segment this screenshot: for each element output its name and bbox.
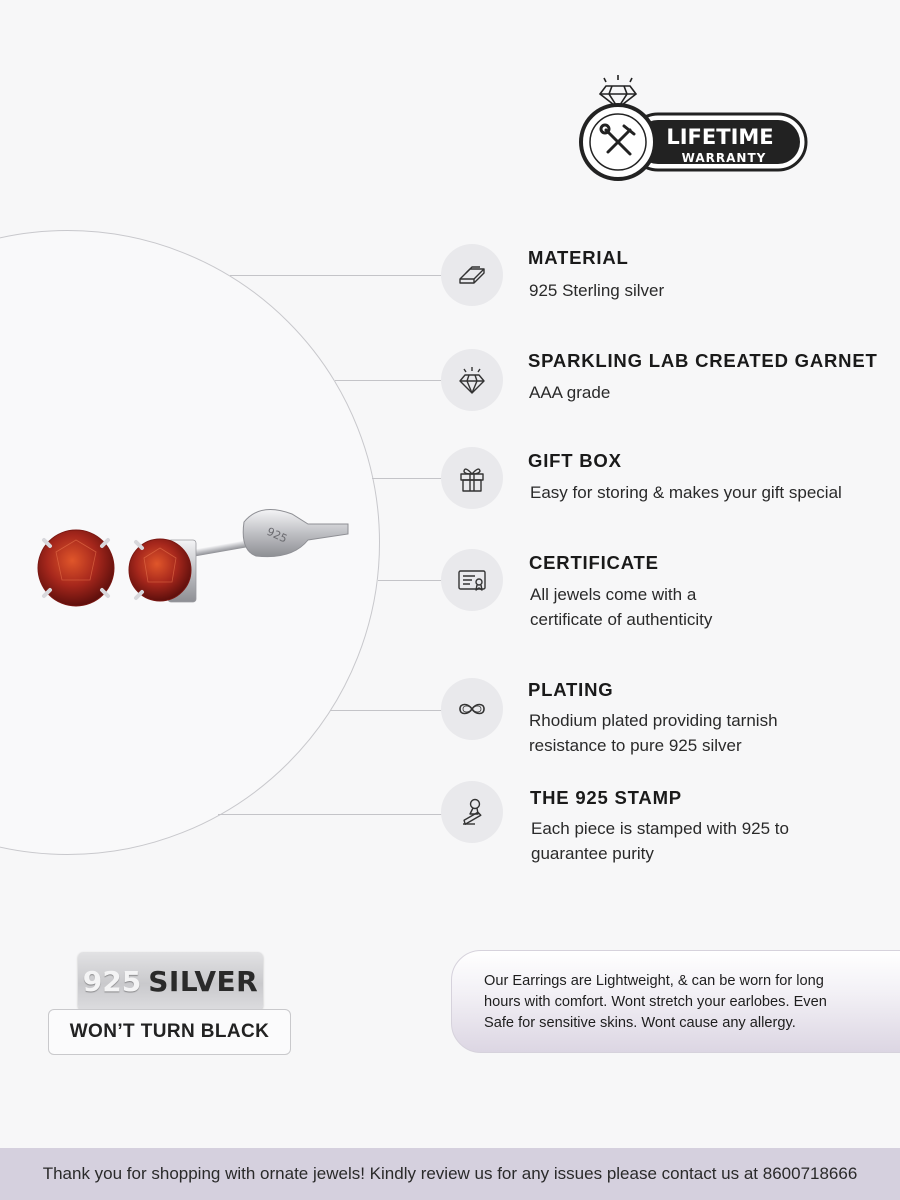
- diamond-icon: [454, 362, 490, 398]
- feature-desc-plating: Rhodium plated providing tarnish resistance to pure 925 silver: [529, 711, 778, 755]
- gift-box-icon-circle: [441, 447, 503, 509]
- plating-icon-circle: [441, 678, 503, 740]
- silver-number: 925: [82, 964, 142, 998]
- feature-title-material: MATERIAL: [528, 247, 629, 268]
- silver-925-badge: [78, 952, 263, 1010]
- footer-message: Thank you for shopping with ornate jewels! Kindly review us for any issues please contact us at 8600718666: [0, 1148, 900, 1200]
- feature-desc-garnet: AAA grade: [529, 383, 611, 402]
- silver-word: SILVER: [148, 964, 259, 998]
- connector-line: [378, 580, 442, 581]
- feature-title-certificate: CERTIFICATE: [529, 552, 659, 573]
- warranty-line2: WARRANTY: [681, 151, 767, 165]
- feature-title-plating: PLATING: [528, 679, 614, 700]
- earring-stamp: 925: [264, 524, 290, 546]
- warranty-line1: LIFETIME: [666, 125, 774, 149]
- connector-line: [230, 275, 442, 276]
- wont-turn-black-label: WON’T TURN BLACK: [48, 1009, 291, 1055]
- feature-desc-certificate: All jewels come with a certificate of authenticity: [530, 585, 713, 629]
- connector-line: [218, 814, 442, 815]
- earrings-image: [30, 500, 360, 620]
- stamp-icon: [454, 794, 490, 830]
- feature-desc-material: 925 Sterling silver: [529, 281, 665, 300]
- certificate-icon: [454, 562, 490, 598]
- comfort-note: [451, 950, 900, 1053]
- comfort-text: Our Earrings are Lightweight, & can be worn for long hours with comfort. Wont stretch your earlobes. Even Safe for sensitive skins. Wont cause any allergy.: [484, 973, 827, 1031]
- feature-desc-gift-box: Easy for storing & makes your gift special: [530, 483, 842, 502]
- garnet-icon-circle: [441, 349, 503, 411]
- feature-desc-stamp: Each piece is stamped with 925 to guarantee purity: [531, 819, 789, 863]
- silver-bar-icon: [454, 257, 490, 293]
- lifetime-warranty-badge: [578, 74, 810, 184]
- earring-front: [38, 530, 114, 606]
- infinity-icon: [454, 691, 490, 727]
- connector-line: [335, 380, 442, 381]
- material-icon-circle: [441, 244, 503, 306]
- earring-side: [129, 510, 348, 603]
- feature-title-garnet: SPARKLING LAB CREATED GARNET: [528, 350, 878, 371]
- connector-line: [330, 710, 442, 711]
- certificate-icon-circle: [441, 549, 503, 611]
- feature-title-stamp: THE 925 STAMP: [530, 787, 682, 808]
- stamp-icon-circle: [441, 781, 503, 843]
- connector-line: [372, 478, 442, 479]
- gift-box-icon: [454, 460, 490, 496]
- feature-title-gift-box: GIFT BOX: [528, 450, 622, 471]
